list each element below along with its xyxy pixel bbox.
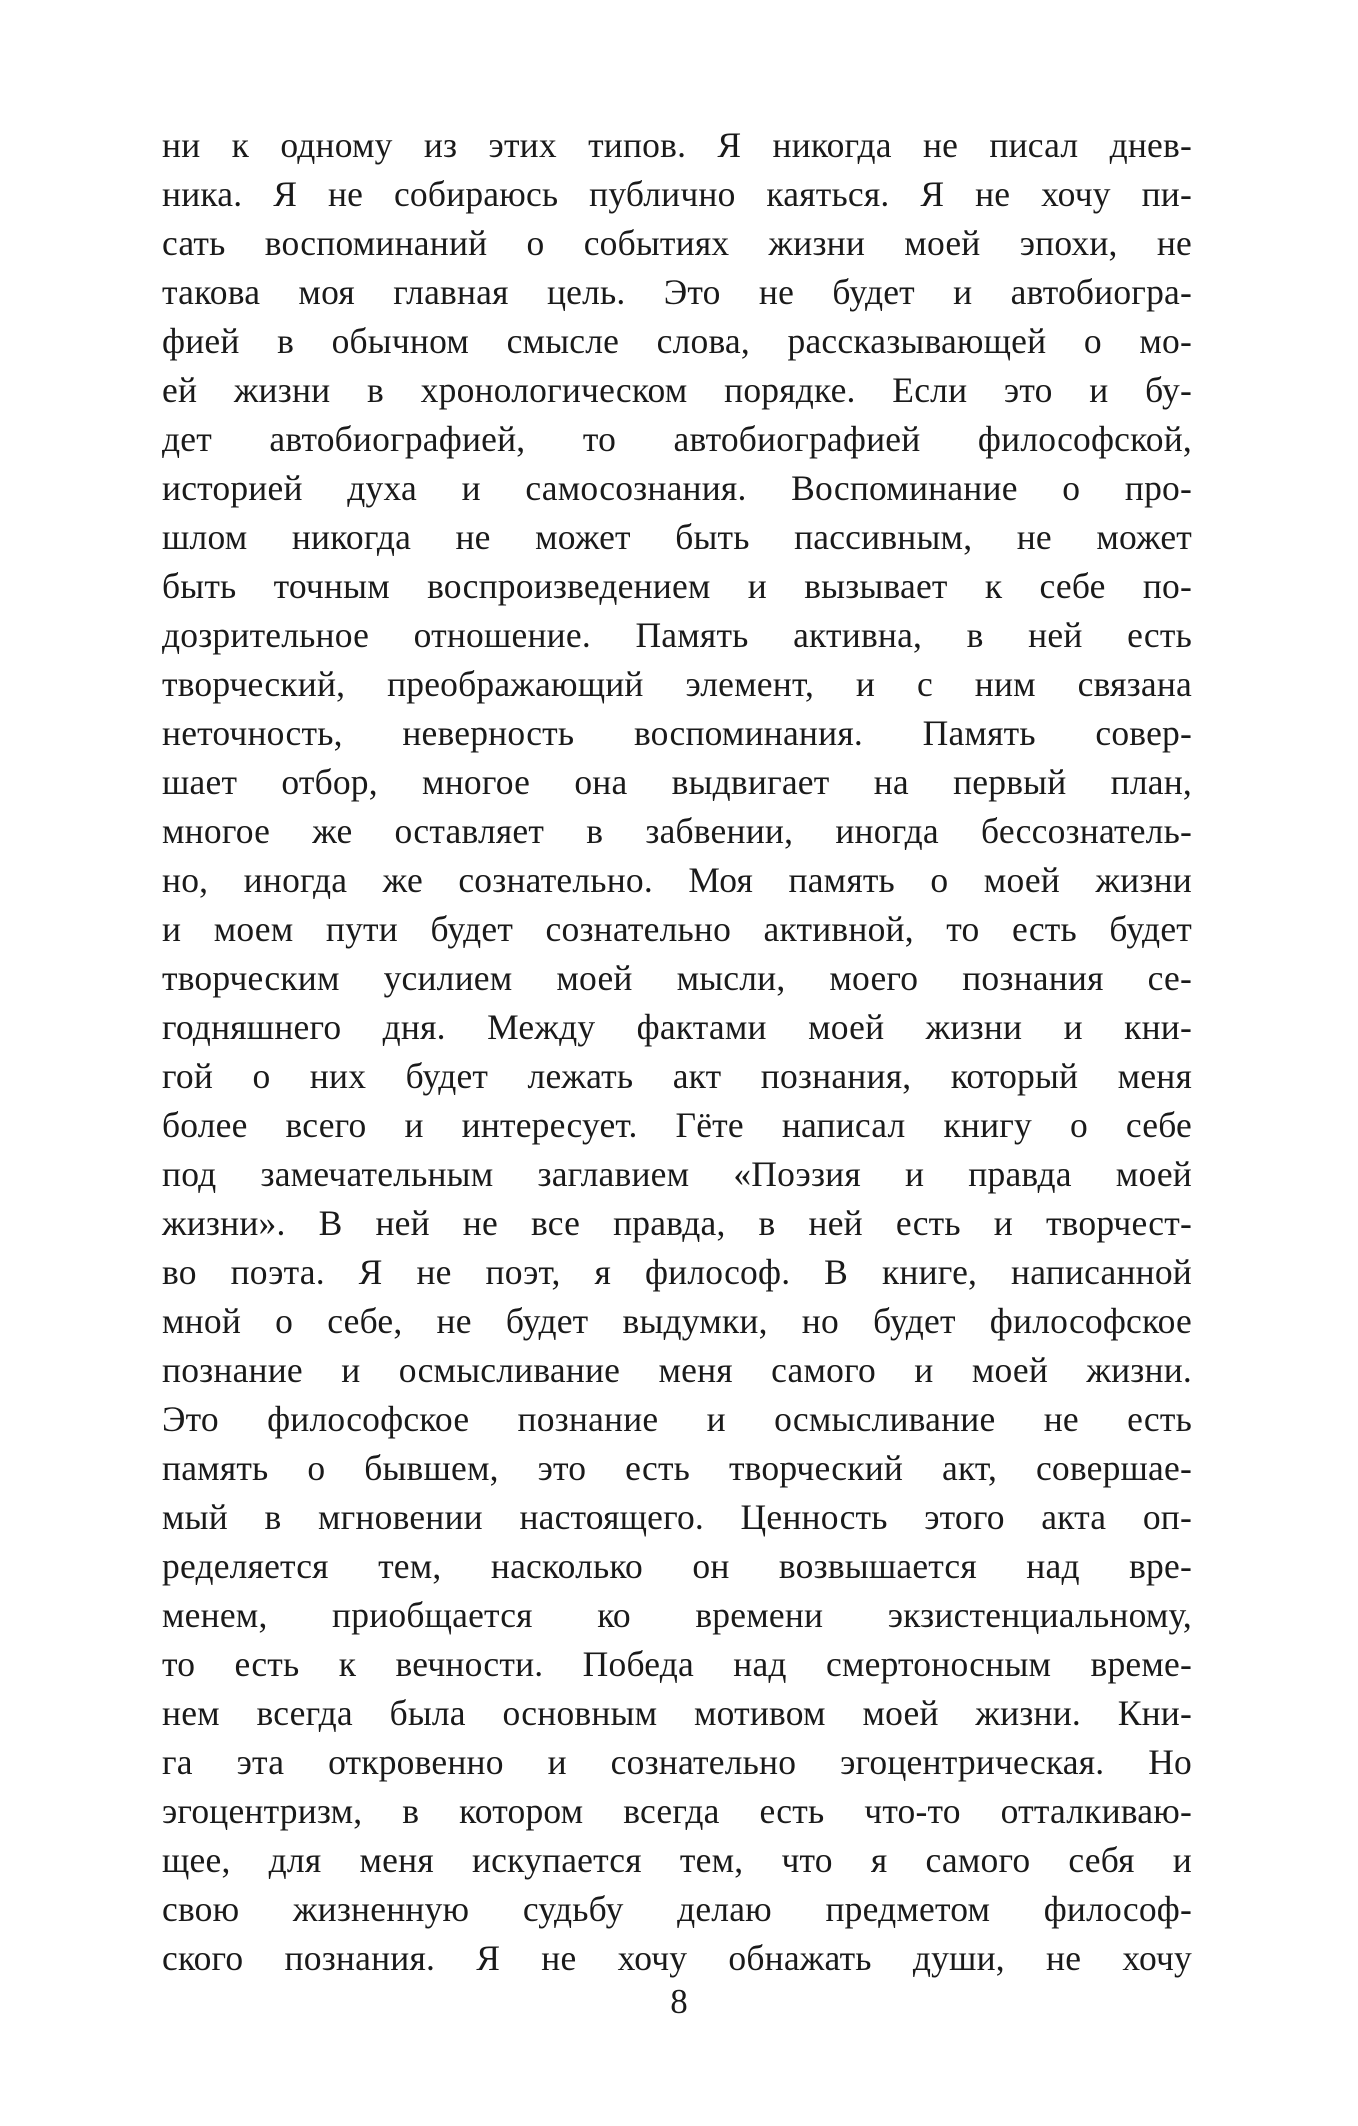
text-line: годняшнего дня. Между фактами моей жизни и кни- (162, 1007, 1192, 1047)
text-line: и моем пути будет сознательно активной, то есть будет (162, 909, 1192, 949)
text-line: ределяется тем, насколько он возвышается над вре- (162, 1546, 1192, 1586)
text-line: дозрительное отношение. Память активна, в ней есть (162, 615, 1192, 655)
text-line: нем всегда была основным мотивом моей жизни. Кни- (162, 1693, 1192, 1733)
text-line: шлом никогда не может быть пассивным, не может (162, 517, 1192, 557)
text-line: неточность, неверность воспоминания. Память совер- (162, 713, 1192, 753)
text-line: более всего и интересует. Гёте написал книгу о себе (162, 1105, 1192, 1145)
text-line: менем, приобщается ко времени экзистенциальному, (162, 1595, 1192, 1635)
text-line: ни к одному из этих типов. Я никогда не писал днев- (162, 125, 1192, 165)
text-line: шает отбор, многое она выдвигает на первый план, (162, 762, 1192, 802)
text-line: быть точным воспроизведением и вызывает к себе по- (162, 566, 1192, 606)
text-line: щее, для меня искупается тем, что я самого себя и (162, 1840, 1192, 1880)
text-line: мый в мгновении настоящего. Ценность этого акта оп- (162, 1497, 1192, 1537)
text-line: познание и осмысливание меня самого и моей жизни. (162, 1350, 1192, 1390)
text-line: мной о себе, не будет выдумки, но будет философское (162, 1301, 1192, 1341)
text-line: во поэта. Я не поэт, я философ. В книге, написанной (162, 1252, 1192, 1292)
text-line: Это философское познание и осмысливание не есть (162, 1399, 1192, 1439)
text-line: историей духа и самосознания. Воспоминание о про- (162, 468, 1192, 508)
text-line: сать воспоминаний о событиях жизни моей эпохи, не (162, 223, 1192, 263)
text-line: память о бывшем, это есть творческий акт, совершае- (162, 1448, 1192, 1488)
text-line: под замечательным заглавием «Поэзия и правда моей (162, 1154, 1192, 1194)
text-line: фией в обычном смысле слова, рассказывающей о мо- (162, 321, 1192, 361)
text-line: но, иногда же сознательно. Моя память о моей жизни (162, 860, 1192, 900)
text-line: творческим усилием моей мысли, моего познания се- (162, 958, 1192, 998)
page-number: 8 (670, 1982, 688, 2021)
text-line: га эта откровенно и сознательно эгоцентрическая. Но (162, 1742, 1192, 1782)
text-line: дет автобиографией, то автобиографией философской, (162, 419, 1192, 459)
text-line: ского познания. Я не хочу обнажать души, не хочу (162, 1938, 1192, 1978)
text-line: свою жизненную судьбу делаю предметом философ- (162, 1889, 1192, 1929)
text-line: то есть к вечности. Победа над смертоносным време- (162, 1644, 1192, 1684)
body-text (162, 121, 1192, 1983)
text-line: многое же оставляет в забвении, иногда бессознатель- (162, 811, 1192, 851)
text-line: гой о них будет лежать акт познания, который меня (162, 1056, 1192, 1096)
text-line: эгоцентризм, в котором всегда есть что-то отталкиваю- (162, 1791, 1192, 1831)
text-line: ника. Я не собираюсь публично каяться. Я не хочу пи- (162, 174, 1192, 214)
text-line: такова моя главная цель. Это не будет и автобиогра- (162, 272, 1192, 312)
text-line: жизни». В ней не все правда, в ней есть и творчест- (162, 1203, 1192, 1243)
text-line: ей жизни в хронологическом порядке. Если это и бу- (162, 370, 1192, 410)
text-line: творческий, преображающий элемент, и с ним связана (162, 664, 1192, 704)
